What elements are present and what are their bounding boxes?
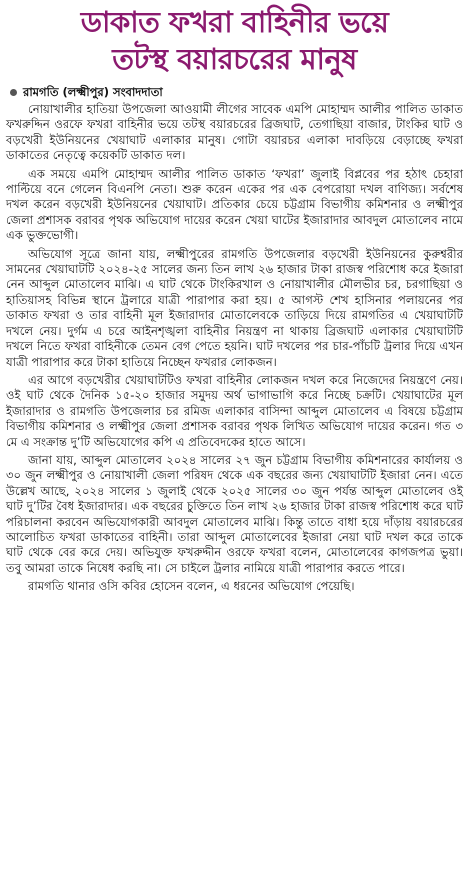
byline-text: রামগতি (লক্ষ্মীপুর) সংবাদদাতা (23, 85, 163, 99)
article-paragraph: অভিযোগ সূত্রে জানা যায়, লক্ষ্মীপুরের রামগতি উপজেলার বড়খেরী ইউনিয়নের কুরুশ্বরীর সামনের খেয়াঘাটটি ২০২৪-২৫ সালের জন্য তিন লাখ ২৬ হাজার টাকা রাজস্ব পরিশোধ করে ইজারা নেন আব্দুল মোতালেব মাঝি। এ ঘাট থেকে টাংকিরখাল ও নোয়াখালীর মৌলভীর চর, চরগাছিয়া ও হাতিয়াসহ বিভিন্ন স্থানে ট্রলারে যাত্রী পারাপার করা হয়। ৫ আগস্ট শেখ হাসিনার পলায়নের পর ডাকাত ফখরা ও তার বাহিনী মূল ইজারাদার মোতালেবকে তাড়িয়ে দিয়ে রামগতির এ খেয়াঘাটটি দখলে নেয়। দুর্গম এ চরে আইনশৃঙ্খলা বাহিনীর নিয়ন্ত্রণ না থাকায় ব্রিজঘাট এলাকার খেয়াঘাটটি দখলে নিতে ফখরা বাহিনীকে তেমন বেগ পেতে হয়নি। ঘাট দখলের পর চার-পাঁচটি ট্রলার দিয়ে এখন যাত্রী পারাপার করে টাকা হাতিয়ে নিচ্ছেন ফখরার লোকজন। (6, 246, 463, 369)
headline (6, 4, 463, 78)
article-paragraph: রামগতি থানার ওসি কবির হোসেন বলেন, এ ধরনের অভিযোগ পেয়েছি। (28, 579, 355, 594)
headline-line-1: ডাকাত ফখরা বাহিনীর ভয়ে (80, 5, 389, 39)
article-paragraph: এক সময়ে এমপি মোহাম্মদ আলীর পালিত ডাকাত ‘ফখরা’ জুলাই বিপ্লবের পর হঠাৎ চেহারা পাল্টিয়ে বনে গেলেন বিএনপি নেতা। শুরু করেন একের পর এক বেপরোয়া দখল বাণিজ্য। সর্বশেষ দখল করেন বড়খেরী ইউনিয়নের খেয়াঘাট। প্রতিকার চেয়ে চট্টগ্রাম বিভাগীয় কমিশনার ও লক্ষ্মীপুর জেলা প্রশাসক বরাবর পৃথক অভিযোগ দায়ের করেন খেয়া ঘাটের ইজারাদার আবদুল মোতালেব নামে এক ভুক্তভোগী। (6, 166, 463, 243)
bullet-icon (10, 89, 17, 96)
article-paragraph: এর আগে বড়খেরীর খেয়াঘাটটিও ফখরা বাহিনীর লোকজন দখল করে নিজেদের নিয়ন্ত্রণে নেয়। ওই ঘাট থেকে দৈনিক ১৫-২০ হাজার সমুদয় অর্থ ভাগাভাগি করে নিচ্ছে চক্রটি। খেয়াঘাটের মূল ইজারাদার ও রামগতি উপজেলার চর রমিজ এলাকার বাসিন্দা আব্দুল মোতালেব এ বিষয়ে চট্টগ্রাম বিভাগীয় কমিশনার ও লক্ষ্মীপুর জেলা প্রশাসক বরাবর পৃথক লিখিত অভিযোগ দায়ের করেন। গত ৩ মে এ সংক্রান্ত দু’টি অভিযোগের কপি এ প্রতিবেদকের হাতে আসে। (6, 372, 463, 449)
article-paragraph: নোয়াখালীর হাতিয়া উপজেলা আওয়ামী লীগের সাবেক এমপি মোহাম্মদ আলীর পালিত ডাকাত ফখরুদ্দিন ওরফে ফখরা বাহিনীর ভয়ে তটস্থ বয়ারচরের ব্রিজঘাট, তেগাছিয়া বাজার, টাংকির ঘাট ও বড়খেরী ইউনিয়নের খেয়াঘাট এলাকার মানুষ। গোটা বয়ারচর এলাকা দাবড়িয়ে বেড়াচ্ছে ফখরা ডাকাতের নেতৃত্বে কয়েকটি ডাকাত দল। (6, 102, 463, 163)
headline-line-2: তটস্থ বয়ারচরের মানুষ (112, 42, 357, 76)
article-paragraph: জানা যায়, আব্দুল মোতালেব ২০২৪ সালের ২৭ জুন চট্টগ্রাম বিভাগীয় কমিশনারের কার্যালয় ও ৩০ জুন লক্ষ্মীপুর ও নোয়াখালী জেলা পরিষদ থেকে এক বছরের জন্য খেয়াঘাটটি ইজারা নেন। এতে উল্লেখ আছে, ২০২৪ সালের ১ জুলাই থেকে ২০২৫ সালের ৩০ জুন পর্যন্ত আব্দুল মোতালেব ওই ঘাট দু’টির বৈধ ইজারাদার। এক বছরের চুক্তিতে তিন লাখ ২৬ হাজার টাকা রাজস্ব পরিশোধ করে ঘাট পরিচালনা করবেন অভিযোগকারী আবদুল মোতালেব মাঝি। কিন্তু তাতে বাধা হয়ে দাঁড়ায় বয়ারচরের আলোচিত ফখরা ডাকাতের বাহিনী। তারা আব্দুল মোতালেবের ইজারা নেয়া ঘাট দখল করে তাকে ঘাট থেকে বের করে দেয়। অভিযুক্ত ফখরুদ্দীন ওরফে ফখরা বলেন, মোতালেবের কাগজপত্র ভুয়া। তবু আমরা তাকে নিষেধ করছি না। সে চাইলে ট্রলার নামিয়ে যাত্রী পারাপার করতে পারে। (6, 452, 463, 575)
article-body (6, 102, 463, 595)
byline (10, 84, 463, 100)
